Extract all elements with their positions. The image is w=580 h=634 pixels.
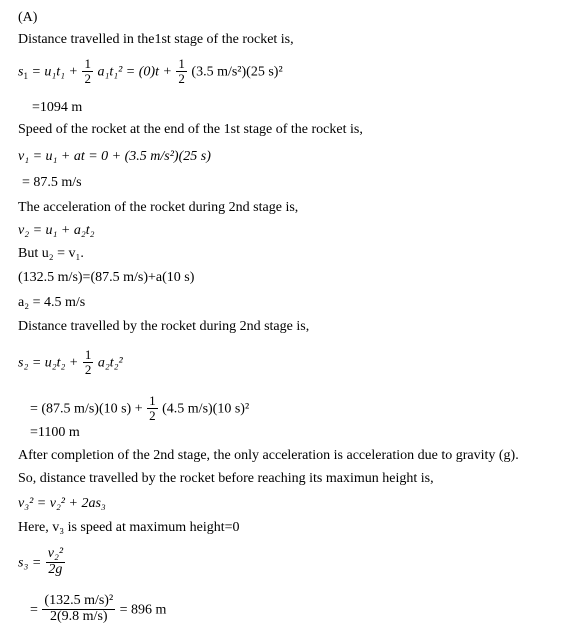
fraction-denominator: 2 [84,361,92,377]
after-stage2-line2: So, distance travelled by the rocket before reaching its maximun height is, [18,471,434,486]
s3-equation [18,548,66,578]
stage2-dist-sub-tail: (4.5 m/s)(10 s)² [162,401,250,417]
half-fraction [83,348,94,376]
s3-final-equation [30,595,166,625]
velocity-equation: v₃² = v₂² + 2as₃ [18,496,106,511]
stage2-accel-result: a₂ = 4.5 m/s [18,295,86,310]
stage2-accel-equation: v₂ = u₁ + a₂t₂ [18,223,95,238]
fraction-numerator: 1 [178,56,185,71]
stage2-dist-result: =1100 m [30,425,80,440]
s3-final-numerator: (132.5 m/s)² [44,593,114,608]
s3-final-result: = 896 m [119,602,167,618]
s3-fraction [46,547,65,577]
stage1-eq-lhs: s [18,64,24,80]
stage2-substitution: (132.5 m/s)=(87.5 m/s)+a(10 s) [18,270,195,285]
fraction-denominator: 2 [178,70,185,86]
half-fraction [82,57,93,85]
stage1-intro: Distance travelled in the1st stage of the rocket is, [18,32,294,47]
equals-sign: = [30,602,38,618]
stage2-dist-sub-head: = (87.5 m/s)(10 s) + [30,401,147,417]
stage1-equation [18,58,283,86]
s3-denominator: 2g [48,561,63,577]
half-fraction [176,57,187,85]
stage2-dist-intro: Distance travelled by the rocket during 2nd stage is, [18,319,310,334]
s3-lhs: s₃ = [18,555,45,571]
after-stage2-line1: After completion of the 2nd stage, the only acceleration is acceleration due to gravity (g). [18,448,519,463]
s3-numerator: v₂² [47,546,64,561]
fraction-numerator: 1 [84,56,91,71]
part-label: (A) [18,10,38,25]
s3-final-denominator: 2(9.8 m/s) [50,608,108,624]
stage2-dist-substitution [30,395,249,423]
s3-final-fraction [42,594,115,624]
stage1-eq-lhs-sub: 1 [23,71,28,82]
fraction-denominator: 2 [84,70,91,86]
stage1-eq-tail: a₁t₁² = (0)t + [97,64,176,80]
speed1-intro: Speed of the rocket at the end of the 1st stage of the rocket is, [18,122,363,137]
stage2-accel-intro: The acceleration of the rocket during 2nd stage is, [18,200,299,215]
fraction-numerator: 1 [149,393,156,408]
fraction-numerator: 1 [84,347,92,362]
stage2-dist-eq-head: s₂ = u₂t₂ + [18,355,82,371]
stage2-dist-equation [18,349,123,377]
stage1-eq-body: = u₁t₁ + [31,64,82,80]
stage2-dist-eq-tail: a₂t₂² [97,355,123,371]
stage1-result: =1094 m [32,100,83,115]
stage2-but-line: But u₂ = v₁. [18,246,84,261]
half-fraction [147,394,158,422]
speed1-result: = 87.5 m/s [22,175,82,190]
speed1-equation: v₁ = u₁ + at = 0 + (3.5 m/s²)(25 s) [18,149,211,164]
max-height-note: Here, v₃ is speed at maximum height=0 [18,520,240,535]
stage1-eq-tail2: (3.5 m/s²)(25 s)² [191,64,283,80]
fraction-denominator: 2 [149,407,156,423]
